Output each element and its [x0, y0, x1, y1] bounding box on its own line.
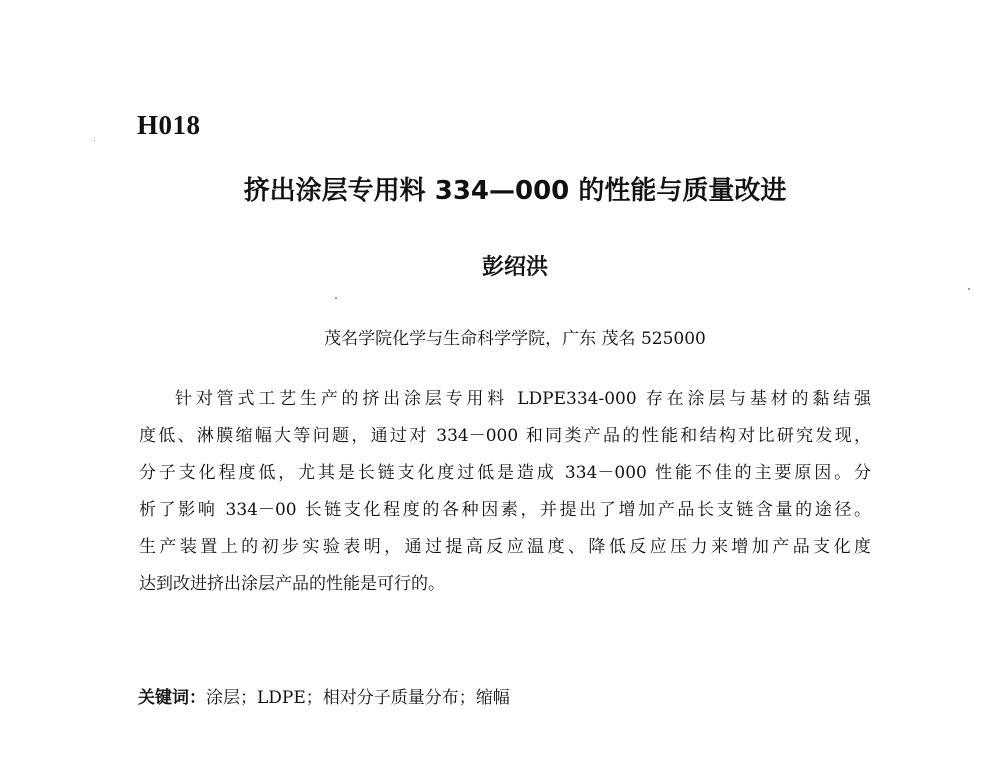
- keywords-line: [138, 683, 510, 708]
- keywords-label: 关键词：: [138, 688, 206, 708]
- abstract-line: 度低、淋膜缩幅大等问题，通过对 334－000 和同类产品的性能和结构对比研究发现，: [139, 426, 871, 446]
- paper-code: H018: [137, 110, 201, 140]
- paper-title: 挤出涂层专用料 334—000 的性能与质量改进: [243, 176, 787, 206]
- abstract-line: 析了影响 334－00 长链支化程度的各种因素，并提出了增加产品长支链含量的途径。: [139, 500, 871, 520]
- abstract-line: 针对管式工艺生产的挤出涂层专用料 LDPE334-000 存在涂层与基材的黏结强: [175, 389, 871, 409]
- scan-speck: [335, 297, 337, 299]
- keywords-text: 涂层；LDPE；相对分子质量分布；缩幅: [206, 688, 510, 708]
- scan-speck: [968, 288, 970, 290]
- paper-author: 彭绍洪: [481, 255, 548, 280]
- abstract-line: 生产装置上的初步实验表明，通过提高反应温度、降低反应压力来增加产品支化度: [139, 537, 871, 557]
- abstract-line: 分子支化程度低，尤其是长链支化度过低是造成 334－000 性能不佳的主要原因。分: [139, 463, 871, 483]
- abstract-line: 达到改进挤出涂层产品的性能是可行的。: [139, 574, 445, 594]
- scan-speck: [94, 140, 95, 141]
- abstract: [139, 381, 871, 603]
- paper-affiliation: 茂名学院化学与生命科学学院，广东 茂名 525000: [324, 329, 706, 349]
